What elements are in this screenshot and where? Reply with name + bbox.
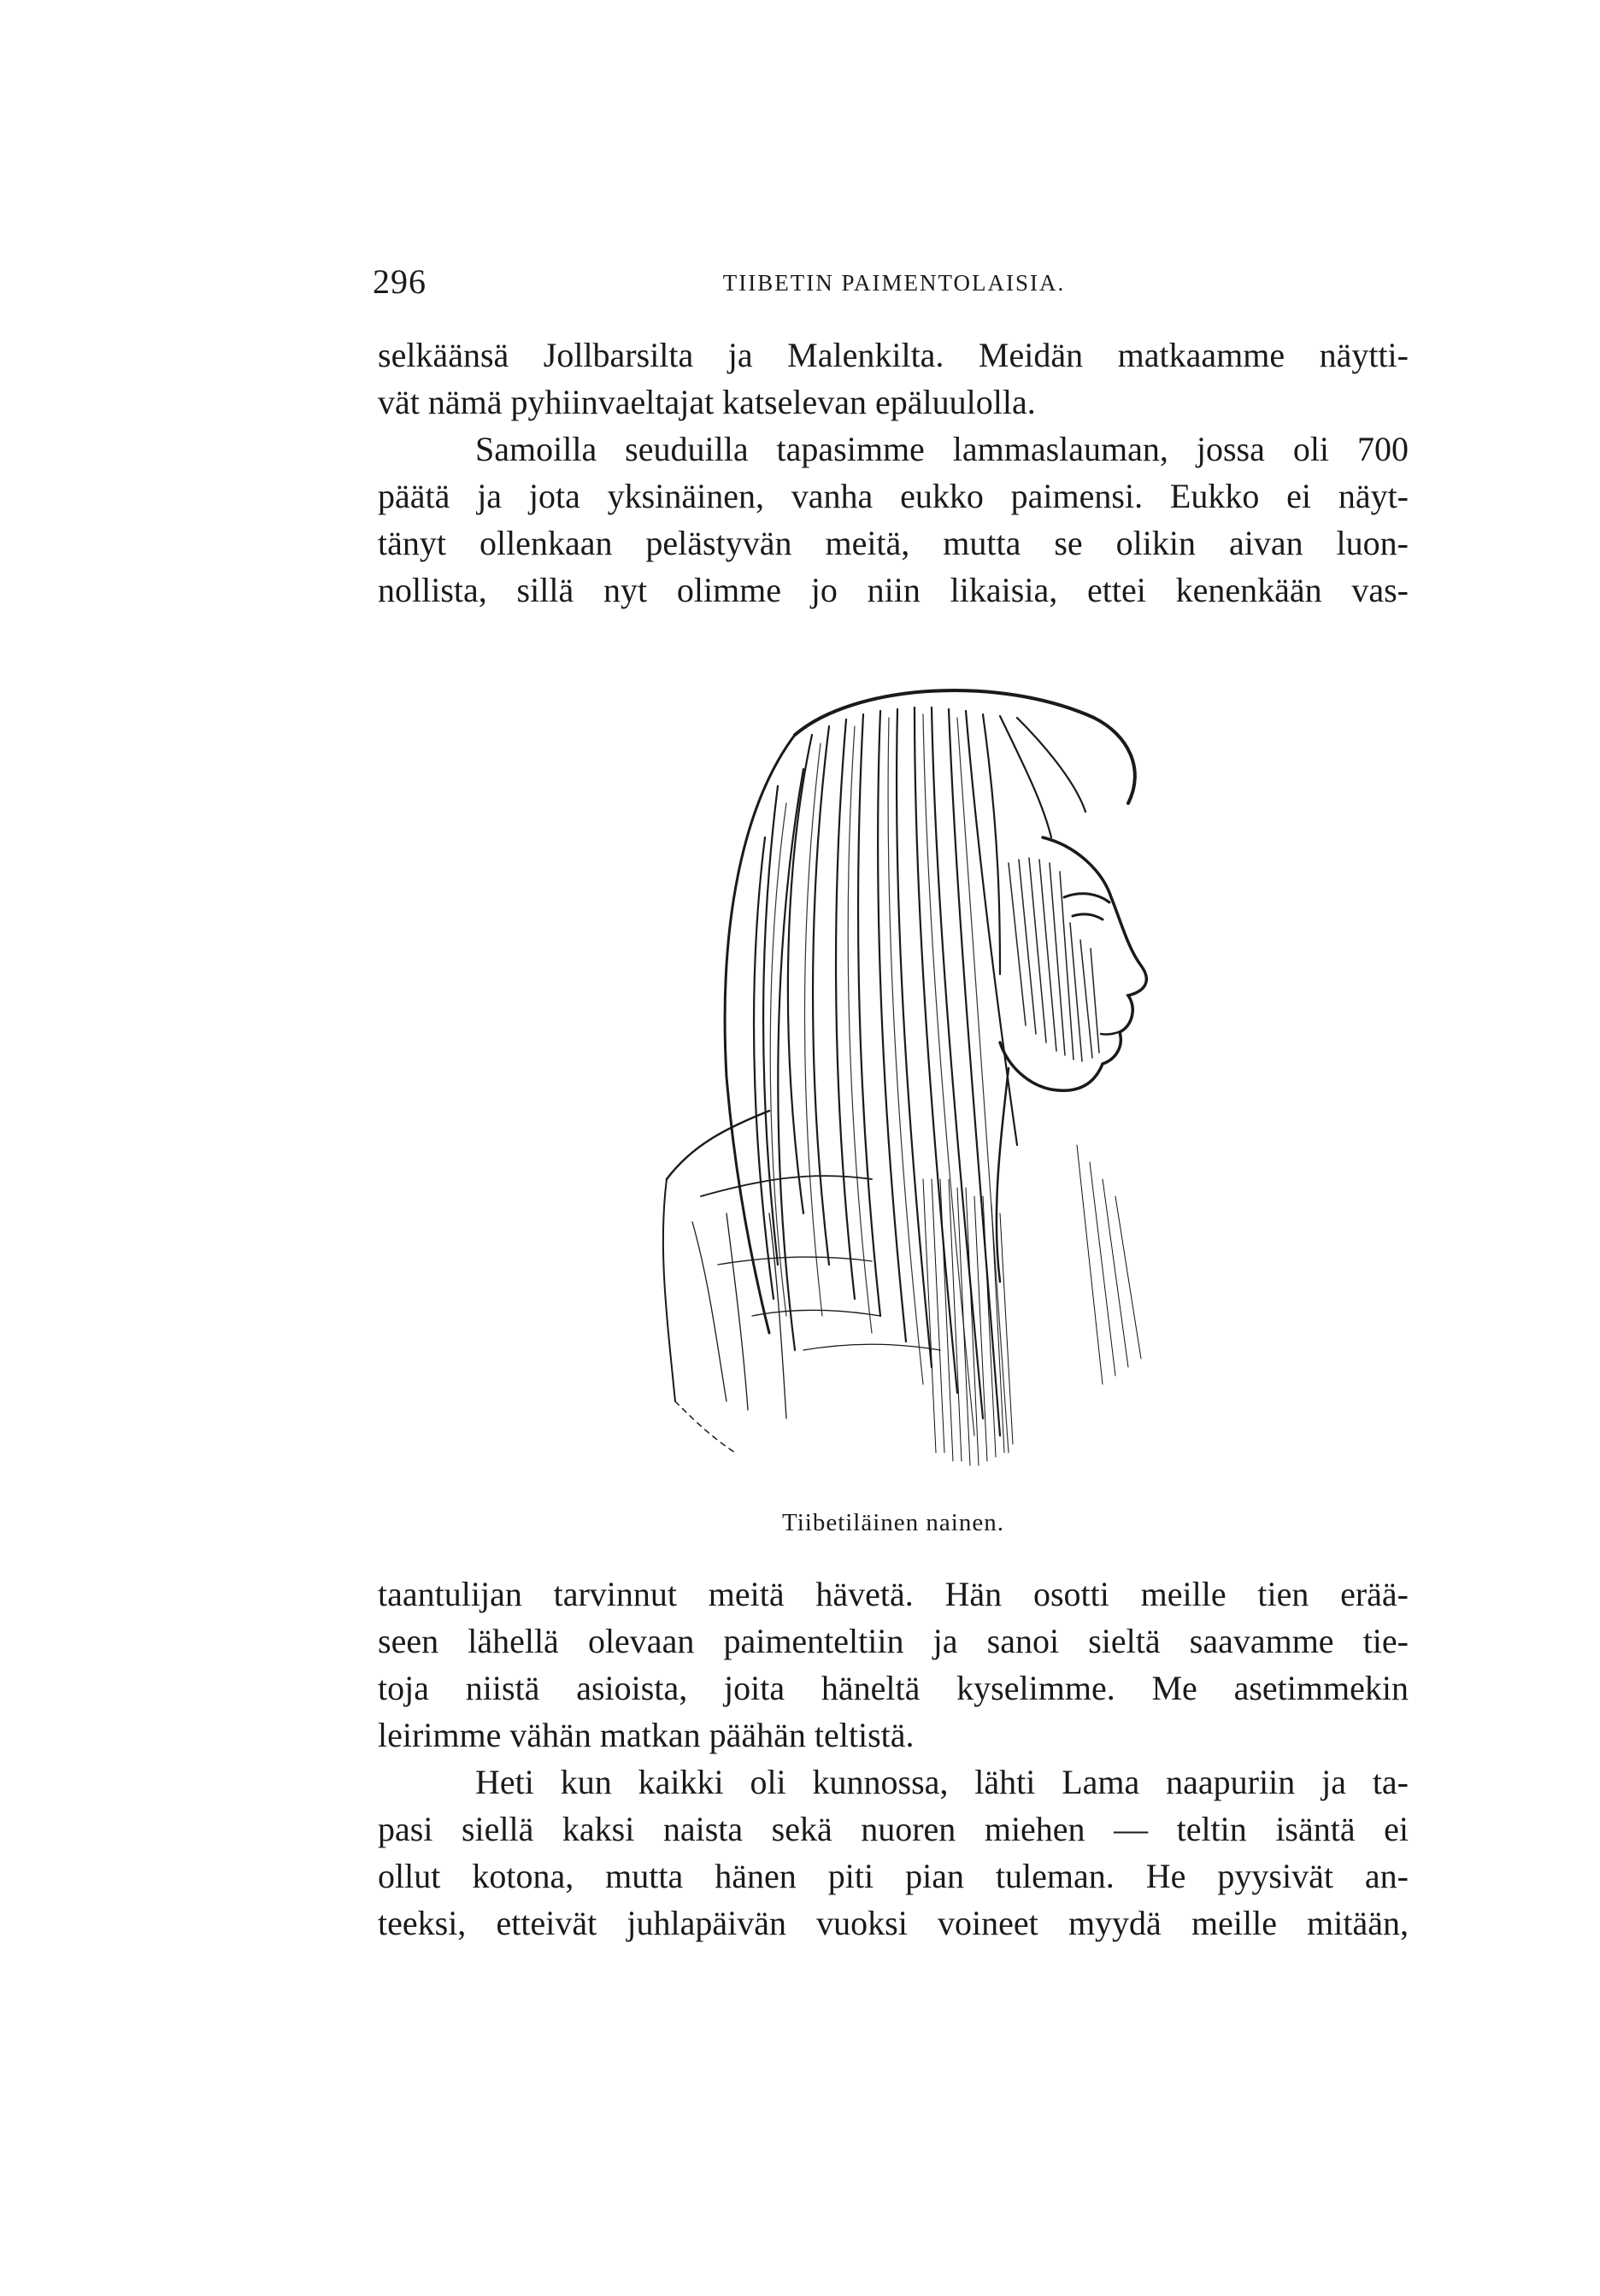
figure-caption: Tiibetiläinen nainen. bbox=[782, 1509, 1004, 1536]
text-line: selkäänsä Jollbarsilta ja Malenkilta. Meidän matkaamme näytti- bbox=[378, 336, 1409, 374]
page-header bbox=[373, 261, 1415, 313]
text-line: Samoilla seuduilla tapasimme lammaslauman, jossa oli 700 bbox=[475, 430, 1409, 468]
text-line: ollut kotona, mutta hänen piti pian tuleman. He pyysivät an- bbox=[378, 1857, 1409, 1895]
text-line: taantulijan tarvinnut meitä hävetä. Hän osotti meille tien erää- bbox=[378, 1575, 1409, 1613]
text-line: vät nämä pyhiinvaeltajat katselevan epäluulolla. bbox=[378, 383, 1036, 421]
text-line: nollista, sillä nyt olimme jo niin likaisia, ettei kenenkään vas- bbox=[378, 571, 1409, 609]
illustration-tibetan-woman-portrait bbox=[598, 666, 1179, 1504]
text-line: teeksi, etteivät juhlapäivän vuoksi voineet myydä meille mitään, bbox=[378, 1904, 1409, 1942]
page-number: 296 bbox=[373, 262, 426, 301]
text-line: leirimme vähän matkan päähän teltistä. bbox=[378, 1716, 915, 1754]
text-line: toja niistä asioista, joita häneltä kyselimme. Me asetimmekin bbox=[378, 1669, 1409, 1707]
text-line: päätä ja jota yksinäinen, vanha eukko paimensi. Eukko ei näyt- bbox=[378, 477, 1409, 515]
text-line: pasi siellä kaksi naista sekä nuoren miehen — teltin isäntä ei bbox=[378, 1810, 1409, 1848]
text-line: Heti kun kaikki oli kunnossa, lähti Lama naapuriin ja ta- bbox=[475, 1763, 1409, 1801]
running-head: TIIBETIN PAIMENTOLAISIA. bbox=[722, 270, 1066, 296]
text-line: tänyt ollenkaan pelästyvän meitä, mutta se olikin aivan luon- bbox=[378, 524, 1409, 562]
bottom-paragraph-block bbox=[378, 1571, 1409, 1947]
text-line: seen lähellä olevaan paimenteltiin ja sanoi sieltä saavamme tie- bbox=[378, 1622, 1409, 1660]
top-paragraph-block bbox=[378, 332, 1409, 614]
